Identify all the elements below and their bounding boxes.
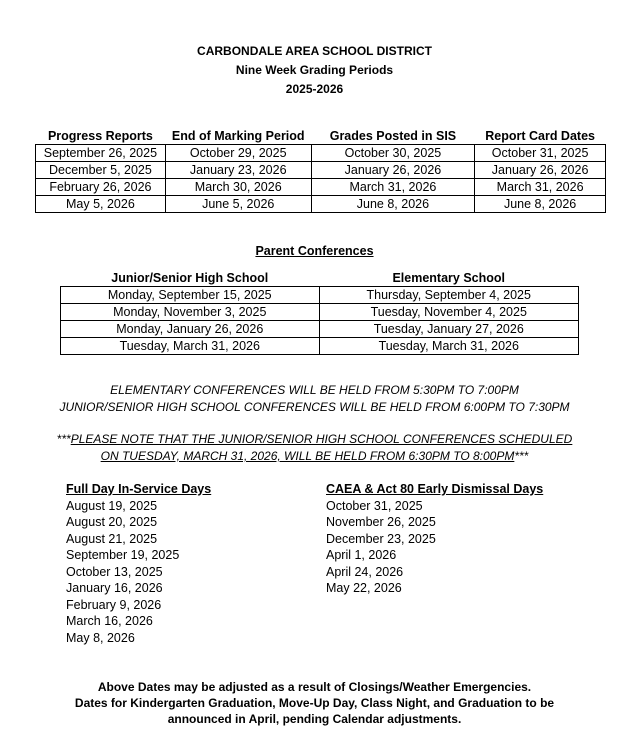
table-cell: February 26, 2026 — [36, 179, 166, 196]
table-row — [36, 196, 606, 213]
column-header: Junior/Senior High School — [111, 271, 269, 285]
list-item: August 21, 2025 — [66, 531, 158, 546]
table-row — [61, 304, 579, 321]
table-cell: June 8, 2026 — [311, 196, 475, 213]
table-row — [61, 287, 579, 304]
district-title: CARBONDALE AREA SCHOOL DISTRICT — [197, 44, 432, 58]
table-cell: Tuesday, January 27, 2026 — [319, 321, 579, 338]
table-cell: March 31, 2026 — [475, 179, 606, 196]
table-cell: Monday, November 3, 2025 — [61, 304, 320, 321]
footer-line-3: announced in April, pending Calendar adjustments. — [167, 712, 462, 726]
note-prefix: *** — [56, 432, 71, 446]
column-header: Report Card Dates — [485, 129, 595, 143]
list-item: March 16, 2026 — [66, 614, 153, 628]
list-item: August 19, 2025 — [66, 498, 158, 513]
table-row — [61, 321, 579, 338]
early-dismissal-list — [326, 481, 543, 597]
table-cell: October 31, 2025 — [475, 145, 606, 162]
special-note-line-2: ON TUESDAY, MARCH 31, 2026, WILL BE HELD FROM 6:30PM TO 8:00PM — [100, 449, 515, 463]
table-row — [36, 145, 606, 162]
list-item: November 26, 2025 — [326, 515, 436, 529]
table-cell: January 26, 2026 — [475, 162, 606, 179]
early-dismissal-title: CAEA & Act 80 Early Dismissal Days — [326, 482, 544, 496]
table-cell: March 31, 2026 — [311, 179, 475, 196]
table-cell: June 5, 2026 — [165, 196, 311, 213]
footer-line-2: Dates for Kindergarten Graduation, Move-Up Day, Class Night, and Graduation to be — [74, 696, 555, 710]
column-header: Progress Reports — [47, 129, 153, 143]
special-note-line-1: PLEASE NOTE THAT THE JUNIOR/SENIOR HIGH SCHOOL CONFERENCES SCHEDULED — [70, 432, 573, 446]
list-item: May 8, 2026 — [66, 630, 135, 645]
table-row — [61, 338, 579, 355]
column-header: End of Marking Period — [171, 129, 305, 143]
document-header — [0, 42, 629, 99]
list-item: October 13, 2025 — [66, 564, 163, 579]
table-cell: Thursday, September 4, 2025 — [319, 287, 579, 304]
list-item: January 16, 2026 — [66, 581, 163, 595]
school-year: 2025-2026 — [285, 82, 344, 96]
list-item: April 24, 2026 — [326, 564, 404, 579]
table-cell: September 26, 2025 — [36, 145, 166, 162]
elementary-times-note: ELEMENTARY CONFERENCES WILL BE HELD FROM 5:30PM TO 7:00PM — [110, 383, 519, 397]
list-item: October 31, 2025 — [326, 498, 423, 513]
document-subtitle: Nine Week Grading Periods — [235, 63, 394, 77]
table-cell: May 5, 2026 — [36, 196, 166, 213]
grading-periods-table — [35, 128, 606, 213]
list-item: September 19, 2025 — [66, 548, 180, 562]
list-item: February 9, 2026 — [66, 597, 162, 612]
jrsr-times-note: JUNIOR/SENIOR HIGH SCHOOL CONFERENCES WILL BE HELD FROM 6:00PM TO 7:30PM — [59, 400, 570, 414]
grading-header-row — [36, 128, 606, 145]
table-cell: October 29, 2025 — [165, 145, 311, 162]
note-suffix: *** — [514, 449, 529, 463]
table-cell: Tuesday, March 31, 2026 — [61, 338, 320, 355]
table-cell: January 23, 2026 — [165, 162, 311, 179]
list-item: August 20, 2025 — [66, 515, 158, 529]
conferences-title: Parent Conferences — [255, 244, 374, 258]
list-item: April 1, 2026 — [326, 548, 397, 562]
table-cell: Monday, September 15, 2025 — [61, 287, 320, 304]
table-cell: Monday, January 26, 2026 — [61, 321, 320, 338]
table-row — [36, 179, 606, 196]
table-cell: Tuesday, November 4, 2025 — [319, 304, 579, 321]
table-cell: March 30, 2026 — [165, 179, 311, 196]
table-cell: January 26, 2026 — [311, 162, 475, 179]
inservice-title: Full Day In-Service Days — [66, 482, 212, 496]
list-item: May 22, 2026 — [326, 581, 402, 595]
table-cell: June 8, 2026 — [475, 196, 606, 213]
conferences-header-row — [61, 270, 579, 287]
footer-line-1: Above Dates may be adjusted as a result of Closings/Weather Emergencies. — [97, 680, 532, 694]
conferences-table — [60, 270, 579, 355]
footer-notes — [0, 679, 629, 727]
conference-times-note — [0, 382, 629, 416]
table-cell: Tuesday, March 31, 2026 — [319, 338, 579, 355]
table-cell: December 5, 2025 — [36, 162, 166, 179]
special-conference-note — [0, 431, 629, 465]
column-header: Grades Posted in SIS — [329, 129, 457, 143]
inservice-list — [66, 481, 211, 646]
table-row — [36, 162, 606, 179]
table-cell: October 30, 2025 — [311, 145, 475, 162]
column-header: Elementary School — [392, 271, 506, 285]
list-item: December 23, 2025 — [326, 531, 436, 546]
